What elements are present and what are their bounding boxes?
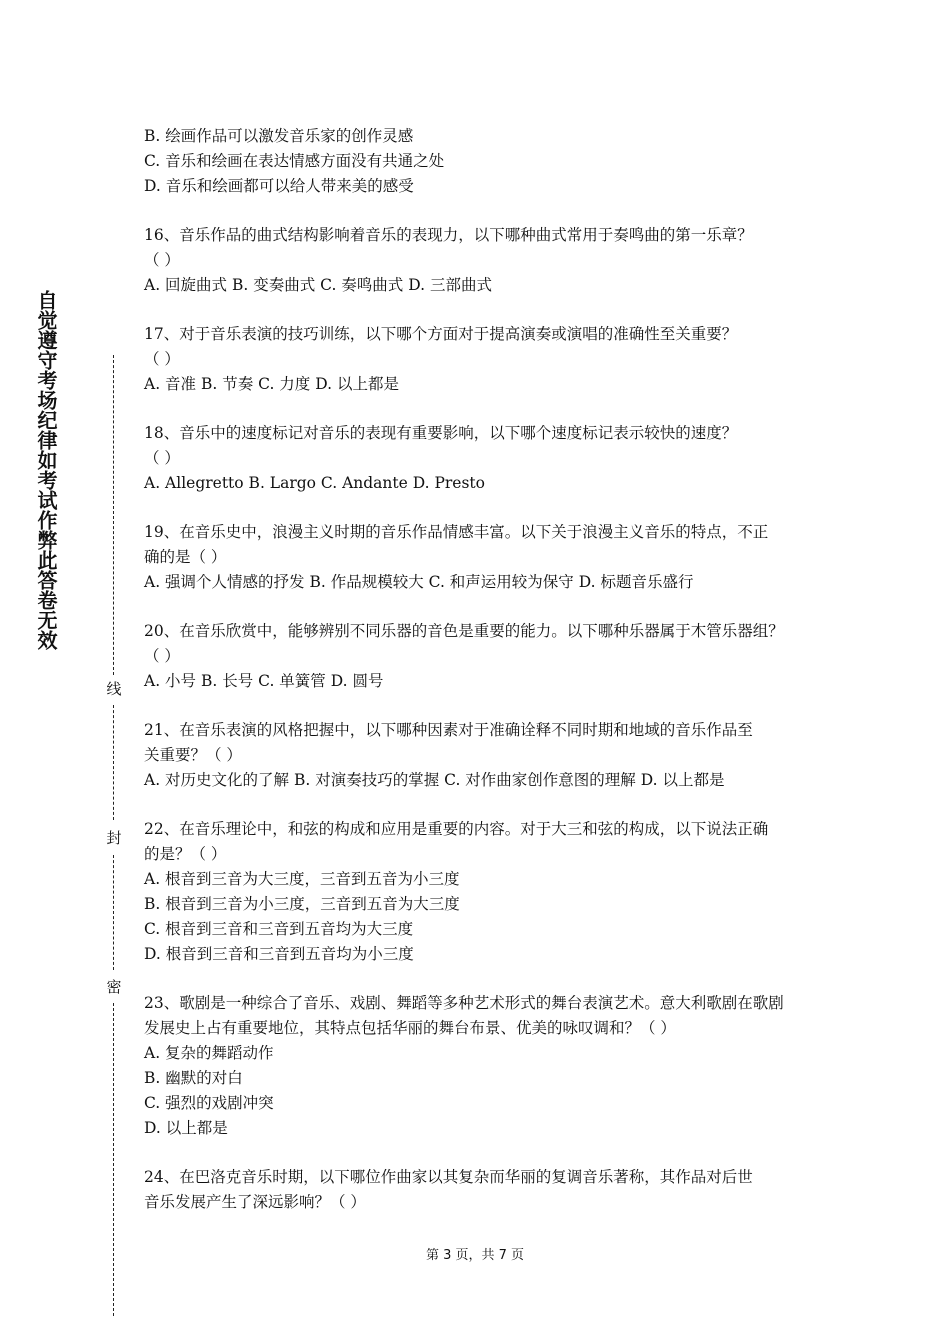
option-line: C. 根音到三音和三音到五音均为大三度	[144, 920, 414, 938]
option-line: A. 对历史文化的了解 B. 对演奏技巧的掌握 C. 对作曲家创作意图的理解 D. 以上都是	[144, 771, 725, 789]
question-20	[144, 619, 824, 694]
question-stem: 24、在巴洛克音乐时期，以下哪位作曲家以其复杂而华丽的复调音乐著称，其作品对后世	[144, 1168, 753, 1186]
question-stem: 发展史上占有重要地位，其特点包括华丽的舞台布景、优美的咏叹调和？（ ）	[144, 1019, 676, 1037]
question-24	[144, 1165, 824, 1215]
question-stem: 22、在音乐理论中，和弦的构成和应用是重要的内容。对于大三和弦的构成，以下说法正确	[144, 820, 769, 838]
question-stem: 19、在音乐史中，浪漫主义时期的音乐作品情感丰富。以下关于浪漫主义音乐的特点，不正	[144, 523, 769, 541]
continued-options	[144, 124, 824, 199]
question-stem: 18、音乐中的速度标记对音乐的表现有重要影响，以下哪个速度标记表示较快的速度？	[144, 424, 738, 442]
option-line: A. 强调个人情感的抒发 B. 作品规模较大 C. 和声运用较为保守 D. 标题音乐盛行	[144, 573, 694, 591]
option-line: D. 以上都是	[144, 1119, 228, 1137]
option-line: D. 根音到三音和三音到五音均为小三度	[144, 945, 414, 963]
question-stem: 17、对于音乐表演的技巧训练，以下哪个方面对于提高演奏或演唱的准确性至关重要？	[144, 325, 738, 343]
binding-dash-line	[113, 855, 114, 970]
question-stem: （ ）	[144, 647, 180, 665]
question-stem: 关重要？（ ）	[144, 746, 242, 764]
option-line: A. 根音到三音为大三度，三音到五音为小三度	[144, 870, 460, 888]
question-16	[144, 223, 824, 298]
question-stem: 确的是（ ）	[144, 548, 227, 566]
question-21	[144, 718, 824, 793]
option-line: D. 音乐和绘画都可以给人带来美的感受	[144, 177, 414, 195]
question-stem: （ ）	[144, 251, 180, 269]
question-stem: 音乐发展产生了深远影响？（ ）	[144, 1193, 366, 1211]
option-line: B. 幽默的对白	[144, 1069, 243, 1087]
question-19	[144, 520, 824, 595]
question-stem: 20、在音乐欣赏中，能够辨别不同乐器的音色是重要的能力。以下哪种乐器属于木管乐器组？	[144, 622, 784, 640]
option-line: C. 强烈的戏剧冲突	[144, 1094, 274, 1112]
question-17	[144, 322, 824, 397]
option-line: B. 根音到三音为小三度，三音到五音为大三度	[144, 895, 460, 913]
option-line: A. 回旋曲式 B. 变奏曲式 C. 奏鸣曲式 D. 三部曲式	[144, 276, 492, 294]
binding-dash-line	[113, 705, 114, 820]
binding-dash-line	[113, 355, 114, 675]
binding-dash-line	[113, 1003, 114, 1316]
question-stem: 23、歌剧是一种综合了音乐、戏剧、舞蹈等多种艺术形式的舞台表演艺术。意大利歌剧在歌剧	[144, 994, 784, 1012]
question-23	[144, 991, 824, 1141]
question-stem: 16、音乐作品的曲式结构影响着音乐的表现力，以下哪种曲式常用于奏鸣曲的第一乐章？	[144, 226, 753, 244]
option-line: C. 音乐和绘画在表达情感方面没有共通之处	[144, 152, 445, 170]
question-22	[144, 817, 824, 967]
option-line: A. 小号 B. 长号 C. 单簧管 D. 圆号	[144, 672, 384, 690]
question-18	[144, 421, 824, 496]
question-stem: （ ）	[144, 350, 180, 368]
option-line: A. 音准 B. 节奏 C. 力度 D. 以上都是	[144, 375, 399, 393]
question-stem: （ ）	[144, 449, 180, 467]
question-content	[144, 124, 824, 1215]
question-stem: 21、在音乐表演的风格把握中，以下哪种因素对于准确诠释不同时期和地域的音乐作品至	[144, 721, 753, 739]
option-line: B. 绘画作品可以激发音乐家的创作灵感	[144, 127, 414, 145]
binding-label-secret: 密	[106, 978, 122, 996]
question-stem: 的是？（ ）	[144, 845, 227, 863]
binding-label-line: 线	[106, 680, 122, 698]
binding-label-seal: 封	[106, 829, 122, 847]
exam-discipline-notice: 自觉遵守考场纪律如考试作弊此答卷无效	[34, 290, 58, 650]
option-line: A. 复杂的舞蹈动作	[144, 1044, 274, 1062]
page-number: 第 3 页，共 7 页	[425, 1248, 525, 1263]
option-line: A. Allegretto B. Largo C. Andante D. Presto	[144, 474, 485, 492]
